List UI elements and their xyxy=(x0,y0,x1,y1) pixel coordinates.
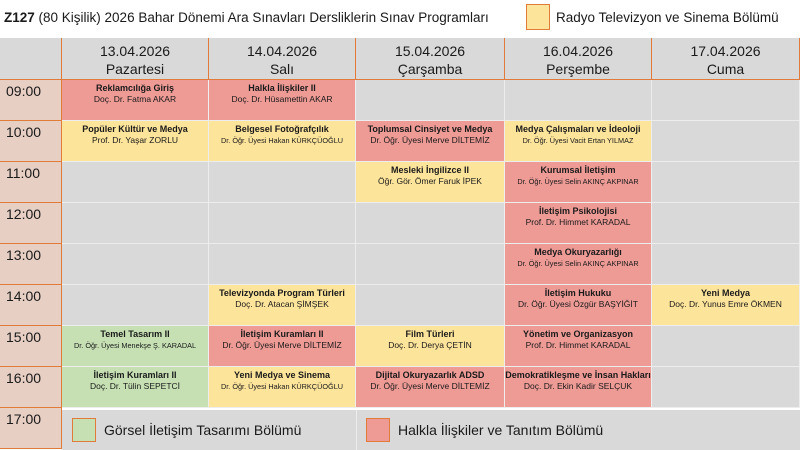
time-slot-label: 09:00 xyxy=(0,80,62,121)
time-slot-label: 10:00 xyxy=(0,121,62,162)
legend-pink-swatch xyxy=(366,418,390,442)
instructor-name: Doç. Dr. Tülin SEPETCİ xyxy=(89,381,181,391)
course-name: Toplumsal Cinsiyet ve Medya xyxy=(367,124,493,134)
instructor-name: Dr. Öğr. Üyesi Merve DİLTEMİZ xyxy=(370,135,490,145)
day-name: Çarşamba xyxy=(397,61,463,77)
course-name: İletişim Kuramları II xyxy=(240,329,324,339)
time-slot-label: 14:00 xyxy=(0,285,62,326)
exam-slot xyxy=(62,121,209,162)
page-header xyxy=(0,0,800,38)
instructor-name: Dr. Öğr. Üyesi Merve DİLTEMİZ xyxy=(370,381,490,391)
course-name: Mesleki İngilizce II xyxy=(390,165,470,175)
instructor-name: Dr. Öğr. Üyesi Selin AKINÇ AKPINAR xyxy=(517,259,639,268)
instructor-name: Dr. Öğr. Üyesi Hakan KÜRKÇÜOĞLU xyxy=(220,382,344,391)
footer-divider xyxy=(356,410,357,450)
empty-cell xyxy=(356,285,505,326)
instructor-name: Prof. Dr. Yaşar ZORLU xyxy=(91,135,179,145)
day-header xyxy=(62,38,209,80)
day-header xyxy=(209,38,356,80)
course-name: Halkla İlişkiler II xyxy=(248,83,316,93)
exam-slot xyxy=(652,285,800,326)
empty-cell xyxy=(209,203,356,244)
day-header xyxy=(505,38,652,80)
exam-slot xyxy=(209,326,356,367)
exam-slot xyxy=(505,162,652,203)
legend-pink-label: Halkla İlişkiler ve Tanıtım Bölümü xyxy=(398,422,604,438)
exam-slot xyxy=(356,367,505,408)
instructor-name: Doç. Dr. Hüsamettin AKAR xyxy=(231,94,333,104)
exam-slot xyxy=(209,367,356,408)
time-slot-label: 12:00 xyxy=(0,203,62,244)
empty-cell xyxy=(62,162,209,203)
legend-yellow-label: Radyo Televizyon ve Sinema Bölümü xyxy=(556,10,779,25)
day-date: 15.04.2026 xyxy=(394,43,466,59)
day-name: Salı xyxy=(269,61,295,77)
exam-slot xyxy=(505,244,652,285)
empty-cell xyxy=(62,285,209,326)
day-date: 16.04.2026 xyxy=(542,43,614,59)
instructor-name: Prof. Dr. Himmet KARADAL xyxy=(525,217,631,227)
exam-slot xyxy=(356,162,505,203)
exam-slot xyxy=(356,326,505,367)
day-date: 14.04.2026 xyxy=(246,43,318,59)
empty-cell xyxy=(652,162,800,203)
course-name: Belgesel Fotoğrafçılık xyxy=(235,124,329,134)
course-name: Demokratikleşme ve İnsan Hakları xyxy=(505,370,651,380)
course-name: Medya Okuryazarlığı xyxy=(534,247,622,257)
course-name: Film Türleri xyxy=(405,329,455,339)
course-name: Reklamcılığa Giriş xyxy=(95,83,175,93)
course-name: Televizyonda Program Türleri xyxy=(219,288,345,298)
instructor-name: Doç. Dr. Yunus Emre ÖKMEN xyxy=(669,299,782,309)
instructor-name: Doç. Dr. Ekin Kadir SELÇUK xyxy=(523,381,633,391)
empty-cell xyxy=(209,162,356,203)
course-name: İletişim Kuramları II xyxy=(93,370,177,380)
empty-cell xyxy=(652,80,800,121)
day-name: Pazartesi xyxy=(105,61,165,77)
course-name: İletişim Psikolojisi xyxy=(538,206,618,216)
course-name: Popüler Kültür ve Medya xyxy=(82,124,188,134)
time-slot-label: 11:00 xyxy=(0,162,62,203)
exam-slot xyxy=(505,203,652,244)
empty-cell xyxy=(652,244,800,285)
time-slot-label: 15:00 xyxy=(0,326,62,367)
exam-slot xyxy=(505,367,652,408)
day-name: Cuma xyxy=(706,61,745,77)
course-name: Kurumsal İletişim xyxy=(540,165,616,175)
course-name: Dijital Okuryazarlık ADSD xyxy=(375,370,485,380)
legend-yellow-swatch xyxy=(526,4,550,30)
schedule-grid xyxy=(0,38,800,450)
room-code: Z127 xyxy=(4,10,35,25)
empty-cell xyxy=(62,244,209,285)
instructor-name: Doç. Dr. Fatma AKAR xyxy=(93,94,177,104)
instructor-name: Dr. Öğr. Üyesi Özgür BAŞYİĞİT xyxy=(518,299,638,309)
course-name: Temel Tasarım II xyxy=(100,329,170,339)
exam-slot xyxy=(356,121,505,162)
instructor-name: Prof. Dr. Himmet KARADAL xyxy=(525,340,631,350)
exam-slot xyxy=(209,80,356,121)
exam-slot xyxy=(209,121,356,162)
time-slot-label: 17:00 xyxy=(0,408,62,449)
day-date: 17.04.2026 xyxy=(690,43,761,59)
course-name: Medya Çalışmaları ve İdeoloji xyxy=(515,124,641,134)
instructor-name: Dr. Öğr. Üyesi Merve DİLTEMİZ xyxy=(222,340,342,350)
course-name: Yönetim ve Organizasyon xyxy=(522,329,634,339)
page-title xyxy=(4,10,489,25)
legend-green-label: Görsel İletişim Tasarımı Bölümü xyxy=(104,422,302,438)
instructor-name: Dr. Öğr. Üyesi Hakan KÜRKÇÜOĞLU xyxy=(220,136,344,145)
day-name: Perşembe xyxy=(546,61,610,77)
grid-corner xyxy=(0,38,62,80)
title-text: (80 Kişilik) 2026 Bahar Dönemi Ara Sınavları Dersliklerin Sınav Programları xyxy=(34,10,489,25)
time-slot-label: 13:00 xyxy=(0,244,62,285)
course-name: Yeni Medya ve Sinema xyxy=(233,370,331,380)
instructor-name: Dr. Öğr. Üyesi Menekşe Ş. KARADAL xyxy=(73,341,197,350)
day-date: 13.04.2026 xyxy=(99,43,171,59)
instructor-name: Doç. Dr. Atacan ŞİMŞEK xyxy=(235,299,329,309)
empty-cell xyxy=(356,203,505,244)
exam-slot xyxy=(62,80,209,121)
instructor-name: Öğr. Gör. Ömer Faruk İPEK xyxy=(378,176,482,186)
time-slot-label: 16:00 xyxy=(0,367,62,408)
empty-cell xyxy=(356,244,505,285)
empty-cell xyxy=(652,203,800,244)
empty-cell xyxy=(505,80,652,121)
legend-green-swatch xyxy=(72,418,96,442)
exam-slot xyxy=(62,367,209,408)
empty-cell xyxy=(62,203,209,244)
empty-cell xyxy=(652,367,800,408)
instructor-name: Dr. Öğr. Üyesi Vacit Ertan YILMAZ xyxy=(522,136,634,145)
day-header xyxy=(356,38,505,80)
course-name: Yeni Medya xyxy=(700,288,751,298)
instructor-name: Dr. Öğr. Üyesi Selin AKINÇ AKPINAR xyxy=(517,177,639,186)
exam-slot xyxy=(505,121,652,162)
empty-cell xyxy=(652,121,800,162)
course-name: İletişim Hukuku xyxy=(544,288,612,298)
exam-slot xyxy=(505,326,652,367)
empty-cell xyxy=(209,244,356,285)
day-header xyxy=(652,38,800,80)
exam-slot xyxy=(505,285,652,326)
instructor-name: Doç. Dr. Derya ÇETİN xyxy=(388,340,472,350)
empty-cell xyxy=(356,80,505,121)
empty-cell xyxy=(652,326,800,367)
exam-slot xyxy=(62,326,209,367)
exam-slot xyxy=(209,285,356,326)
